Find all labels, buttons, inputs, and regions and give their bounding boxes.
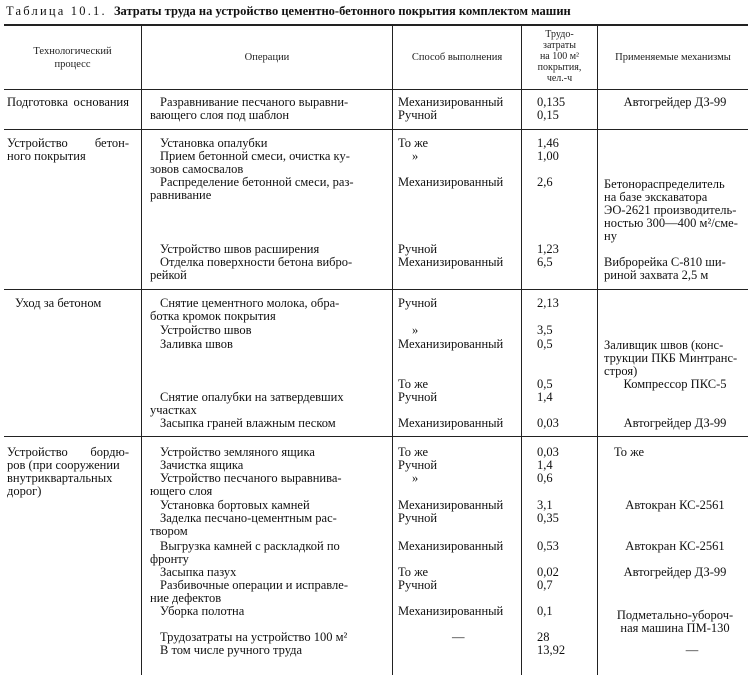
- group-divider-3: [4, 436, 748, 437]
- machinery-cell: То же: [614, 445, 645, 459]
- table-title: Затраты труда на устройство цементно-бетонного покрытия комплектом машин: [113, 4, 571, 18]
- method-cell: Механизированный: [398, 539, 504, 553]
- labor-cell: 0,02 0,7: [537, 565, 559, 592]
- group-divider-2: [4, 289, 748, 290]
- method-cell: Механизированный Ручной: [398, 498, 504, 525]
- table-caption: [6, 4, 746, 19]
- method-cell: То же Ручной: [398, 565, 438, 592]
- operation-cell: Выгрузка камней с раскладкой по фронту: [150, 539, 340, 566]
- labor-cell: 0,5 1,4: [537, 377, 553, 404]
- machinery-cell: Виброрейка С-810 ши- риной захвата 2,5 м: [604, 255, 726, 282]
- machinery-cell: Подметально-убороч- ная машина ПМ-130: [616, 608, 734, 635]
- header-method: Способ выполнения: [411, 52, 503, 63]
- labor-cell: 3,1 0,35: [537, 498, 559, 525]
- header-operations: Операции: [244, 52, 290, 63]
- method-cell: Механизированный: [398, 416, 504, 430]
- header-rule: [4, 89, 748, 90]
- labor-cell: 0,135 0,15: [537, 95, 566, 122]
- method-cell: Механизированный: [398, 175, 504, 189]
- totals-machinery-cell: —: [685, 643, 699, 657]
- method-cell: »: [412, 149, 419, 163]
- operation-cell: Засыпка пазух Разбивочные операции и исправле- ние дефектов: [150, 565, 348, 605]
- labor-cell: 1,23 6,5: [537, 242, 559, 269]
- totals-label-cell: Трудозатраты на устройство 100 м² В том числе ручного труда: [160, 630, 348, 657]
- method-cell: То же: [398, 136, 429, 150]
- machinery-cell: Автокран КС-2561: [625, 498, 725, 512]
- method-cell: »: [412, 323, 419, 337]
- labor-cell: 0,03 1,4 0,6: [537, 445, 559, 485]
- method-cell: То же Ручной »: [398, 445, 438, 485]
- machinery-cell: Компрессор ПКС-5: [623, 377, 727, 391]
- operation-cell: Устройство земляного ящика Зачистка ящика Устройство песчаного выравнива- ющего слоя: [150, 445, 342, 498]
- operation-cell: Установка бортовых камней Заделка песчано-цементным рас- твором: [150, 498, 337, 538]
- operation-cell: Уборка полотна: [160, 604, 245, 618]
- col-divider-3: [521, 25, 522, 675]
- process-cell: Уход за бетоном: [15, 296, 102, 310]
- labor-cell: 3,5: [537, 323, 553, 337]
- totals-method-dash: —: [452, 630, 465, 644]
- operation-cell: Разравнивание песчаного выравни- вающего слоя под шаблон: [150, 95, 349, 122]
- operation-cell: Устройство швов: [160, 323, 252, 337]
- machinery-cell: Бетонораспределитель на базе экскаватора ЭО-2621 производитель- ностью 300—400 м²/сме- ну: [604, 177, 738, 243]
- labor-cell: 0,53: [537, 539, 559, 553]
- labor-cell: 0,03: [537, 416, 559, 430]
- operation-cell: Снятие цементного молока, обра- ботка кромок покрытия: [150, 296, 340, 323]
- col-divider-2: [392, 25, 393, 675]
- machinery-cell: Автокран КС-2561: [625, 539, 725, 553]
- machinery-cell: Автогрейдер ДЗ-99: [623, 416, 727, 430]
- operation-cell: Засыпка граней влажным песком: [160, 416, 336, 430]
- method-cell: Ручной Механизированный: [398, 242, 504, 269]
- method-cell: То же Ручной: [398, 377, 438, 404]
- header-labor: Трудо- затраты на 100 м² покрытия, чел.-ч: [537, 29, 582, 84]
- method-cell: Механизированный Ручной: [398, 95, 504, 122]
- machinery-cell: Автогрейдер ДЗ-99: [623, 565, 727, 579]
- process-cell: Подготовка основания: [7, 95, 129, 109]
- table-number: Таблица 10.1.: [6, 4, 107, 18]
- method-cell: Механизированный: [398, 604, 504, 618]
- group-divider-1: [4, 129, 748, 130]
- operation-cell: Прием бетонной смеси, очистка ку- зовов самосвалов: [150, 149, 350, 176]
- labor-cell: 1,00: [537, 149, 559, 163]
- method-cell: Ручной: [398, 296, 438, 310]
- operation-cell: Снятие опалубки на затвердевших участках: [150, 390, 344, 417]
- machinery-cell: Автогрейдер ДЗ-99: [623, 95, 727, 109]
- top-rule: [4, 24, 748, 26]
- col-divider-4: [597, 25, 598, 675]
- col-divider-1: [141, 25, 142, 675]
- labor-cell: 0,1: [537, 604, 553, 618]
- operation-cell: Устройство швов расширения Отделка поверхности бетона вибро- рейкой: [150, 242, 353, 282]
- machinery-cell: Заливщик швов (конс- трукции ПКБ Минтранс- строя): [604, 338, 738, 378]
- totals-labor-cell: 28 13,92: [537, 630, 566, 657]
- process-cell: Устройство бордю- ров (при сооружении внутриквартальных дорог): [7, 445, 129, 498]
- labor-cell: 2,6: [537, 175, 553, 189]
- method-cell: Механизированный: [398, 337, 504, 351]
- operation-cell: Распределение бетонной смеси, раз- равнивание: [150, 175, 354, 202]
- labor-cell: 2,13: [537, 296, 559, 310]
- labor-cell: 1,46: [537, 136, 559, 150]
- process-cell: Устройство бетон- ного покрытия: [7, 136, 129, 163]
- header-process: Технологический процесс: [33, 46, 112, 70]
- operation-cell: Установка опалубки: [160, 136, 268, 150]
- header-machinery: Применяемые механизмы: [615, 52, 731, 63]
- labor-cell: 0,5: [537, 337, 553, 351]
- operation-cell: Заливка швов: [160, 337, 233, 351]
